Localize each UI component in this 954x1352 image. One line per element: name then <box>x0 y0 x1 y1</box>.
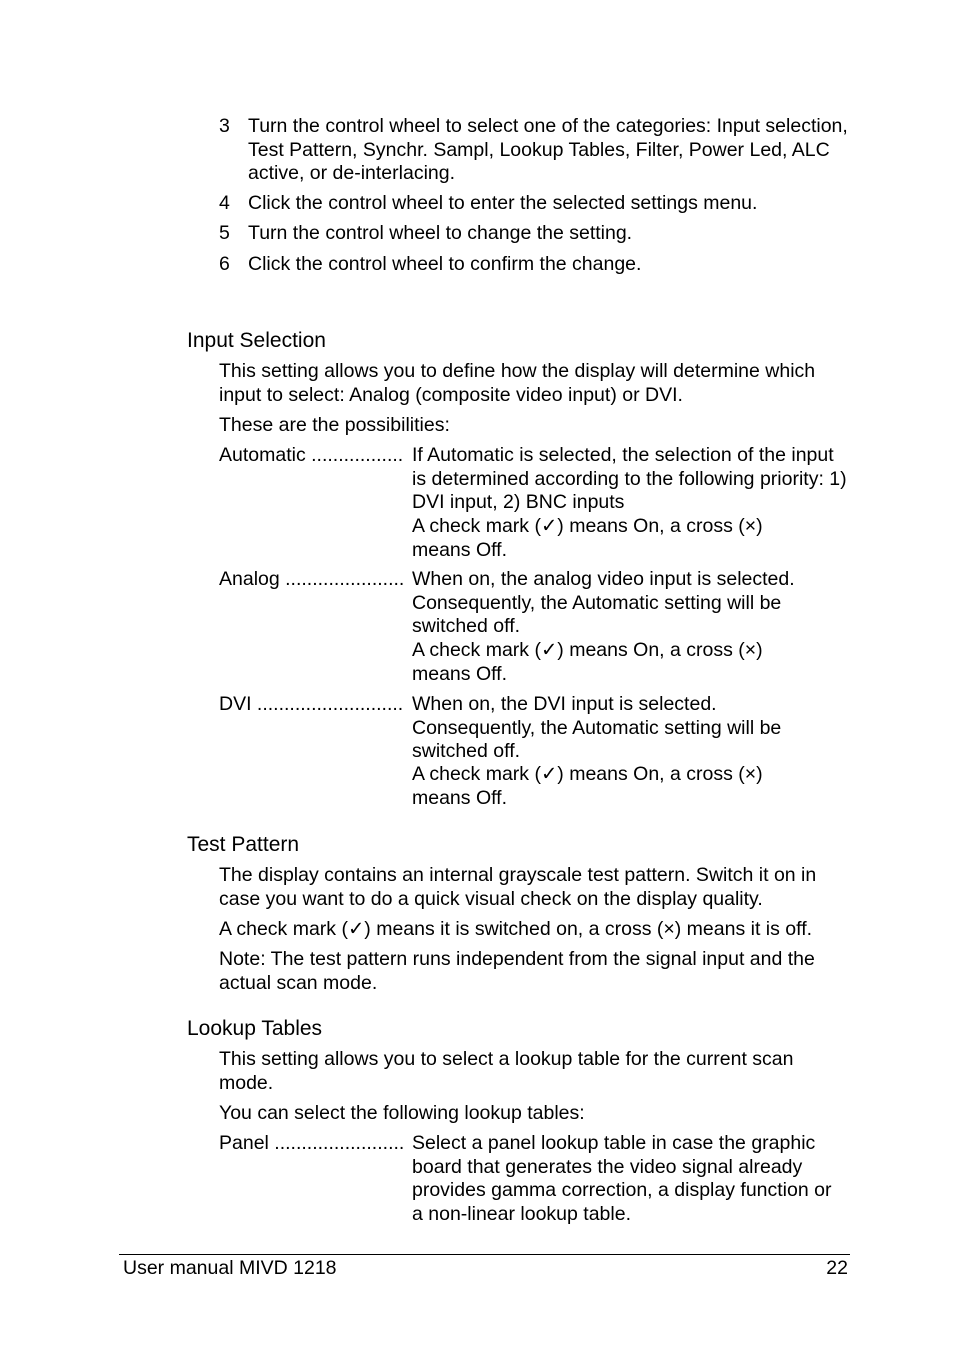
lookup-tables-list-intro: You can select the following lookup tables: <box>219 1102 585 1124</box>
section-heading-input-selection: Input Selection <box>187 329 326 352</box>
step-number: 4 <box>219 192 230 214</box>
check-mark-note-automatic: A check mark (✓) means On, a cross (×) means Off. <box>412 515 763 561</box>
term-dvi: DVI ........................... <box>219 693 404 715</box>
step-text: Click the control wheel to confirm the change. <box>248 253 642 275</box>
section-heading-lookup-tables: Lookup Tables <box>187 1017 323 1040</box>
term-analog: Analog ...................... <box>219 568 405 590</box>
note-label: Note: <box>219 948 266 970</box>
input-selection-intro: This setting allows you to define how the display will determine which input to select: Analog (composite video input) or DVI. <box>219 360 816 406</box>
step-number: 6 <box>219 253 230 275</box>
check-mark-note-analog: A check mark (✓) means On, a cross (×) means Off. <box>412 639 763 685</box>
input-selection-possibilities: These are the possibilities: <box>219 414 450 436</box>
term-panel: Panel ........................ <box>219 1132 405 1154</box>
footer-divider <box>119 1254 850 1255</box>
step-text: Click the control wheel to enter the selected settings menu. <box>248 192 758 214</box>
section-heading-test-pattern: Test Pattern <box>187 833 300 856</box>
definition-dvi: When on, the DVI input is selected. Consequently, the Automatic setting will be switched off. <box>412 693 782 762</box>
term-automatic: Automatic ................. <box>219 444 404 466</box>
definition-analog: When on, the analog video input is selected. Consequently, the Automatic setting will be switched off. <box>412 568 795 637</box>
definition-automatic: If Automatic is selected, the selection of the input is determined according to the following priority: 1) DVI input, 2) BNC inputs <box>412 444 847 513</box>
test-pattern-note <box>219 948 851 995</box>
step-text: Turn the control wheel to select one of the categories: Input selection, Test Pattern, Synchr. Sampl, Lookup Tables, Filter, Power Led, ALC active, or de-interlacing. <box>248 115 848 184</box>
footer-document-title: User manual MIVD 1218 <box>123 1257 337 1279</box>
lookup-tables-intro: This setting allows you to select a lookup table for the current scan mode. <box>219 1048 794 1094</box>
note-text: The test pattern runs independent from the signal input and the actual scan mode. <box>219 948 815 994</box>
test-pattern-description: The display contains an internal grayscale test pattern. Switch it on in case you want to do a quick visual check on the display quality. <box>219 864 817 910</box>
step-number: 3 <box>219 115 230 137</box>
footer-page-number: 22 <box>826 1257 848 1279</box>
definition-panel: Select a panel lookup table in case the graphic board that generates the video signal already provides gamma correction, a display function or a non-linear lookup table. <box>412 1132 832 1225</box>
test-pattern-check-mark-note: A check mark (✓) means it is switched on, a cross (×) means it is off. <box>219 918 813 940</box>
step-text: Turn the control wheel to change the setting. <box>248 222 633 244</box>
check-mark-note-dvi: A check mark (✓) means On, a cross (×) means Off. <box>412 763 763 809</box>
step-number: 5 <box>219 222 230 244</box>
